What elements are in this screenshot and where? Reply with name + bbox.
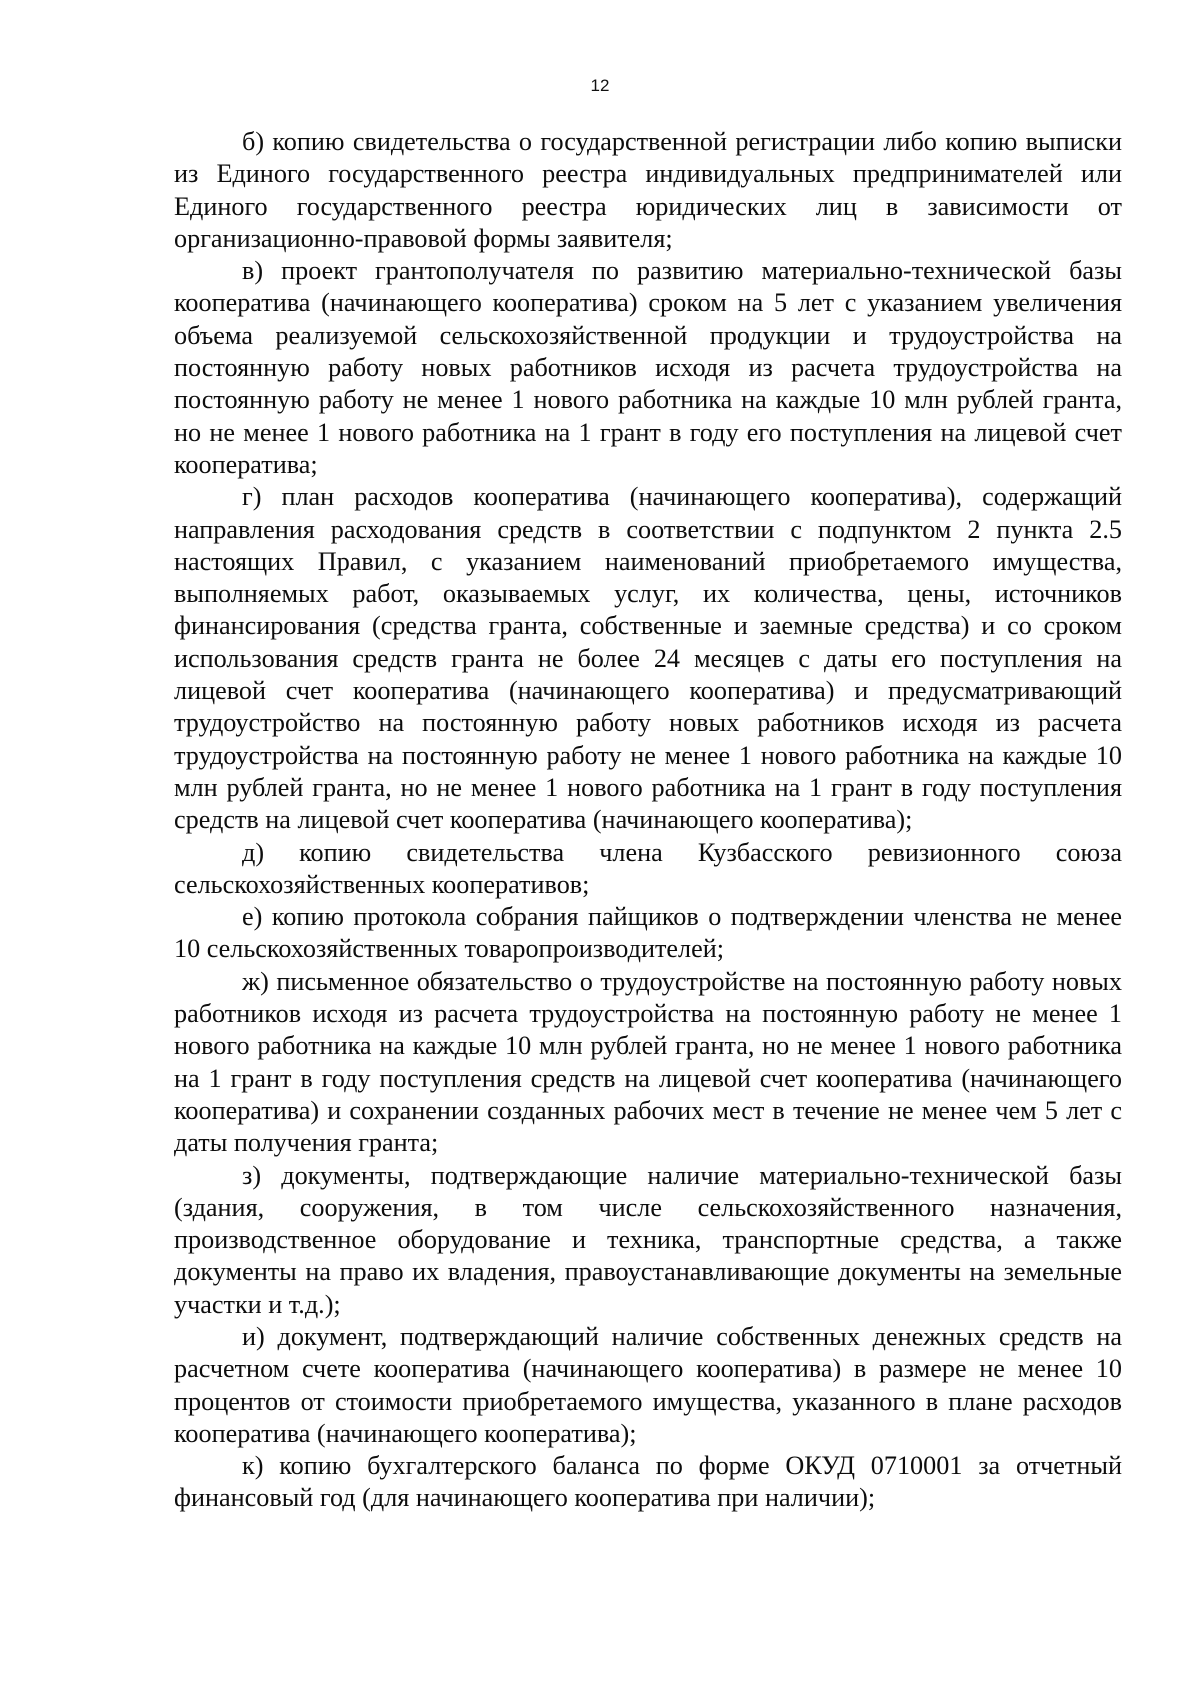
paragraph-i: и) документ, подтверждающий наличие собственных денежных средств на расчетном счете кооператива (начинающего кооператива) в размере не менее 10 процентов от стоимости приобретаемого имущества, указанного в плане расходов кооператива (начинающего кооператива); [174, 1321, 1122, 1448]
paragraph-z: з) документы, подтверждающие наличие материально-технической базы (здания, сооружения, в том числе сельскохозяйственного назначения, производственное оборудование и техника, транспортные средства, а также документы на право их владения, правоустанавливающие документы на земельные участки и т.д.); [174, 1160, 1122, 1319]
document-body [174, 126, 1122, 1515]
paragraph-v: в) проект грантополучателя по развитию материально-технической базы кооператива (начинающего кооператива) сроком на 5 лет с указанием увеличения объема реализуемой сельскохозяйственной продукции и трудоустройства на постоянную работу новых работников исходя из расчета трудоустройства на постоянную работу не менее 1 нового работника на каждые 10 млн рублей гранта, но не менее 1 нового работника на 1 грант в году его поступления на лицевой счет кооператива; [174, 256, 1122, 479]
paragraph-e: е) копию протокола собрания пайщиков о подтверждении членства не менее 10 сельскохозяйственных товаропроизводителей; [174, 902, 1122, 964]
paragraph-b: б) копию свидетельства о государственной регистрации либо копию выписки из Единого государственного реестра индивидуальных предпринимателей или Единого государственного реестра юридических лиц в зависимости от организационно-правовой формы заявителя; [174, 127, 1122, 253]
paragraph-d: д) копию свидетельства члена Кузбасского ревизионного союза сельскохозяйственных кооперативов; [174, 837, 1122, 899]
page-number: 12 [590, 76, 610, 95]
paragraph-g: г) план расходов кооператива (начинающего кооператива), содержащий направления расходования средств в соответствии с подпунктом 2 пункта 2.5 настоящих Правил, с указанием наименований приобретаемого имущества, выполняемых работ, оказываемых услуг, их количества, цены, источников финансирования (средства гранта, собственные и заемные средства) и со сроком использования средств гранта не более 24 месяцев с даты его поступления на лицевой счет кооператива (начинающего кооператива) и предусматривающий трудоустройство на постоянную работу новых работников исходя из расчета трудоустройства на постоянную работу не менее 1 нового работника на каждые 10 млн рублей гранта, но не менее 1 нового работника на 1 грант в году поступления средств на лицевой счет кооператива (начинающего кооператива); [174, 482, 1122, 835]
paragraph-zh: ж) письменное обязательство о трудоустройстве на постоянную работу новых работников исходя из расчета трудоустройства на постоянную работу не менее 1 нового работника на каждые 10 млн рублей гранта, но не менее 1 нового работника на 1 грант в году поступления средств на лицевой счет кооператива (начинающего кооператива) и сохранении созданных рабочих мест в течение не менее чем 5 лет с даты получения гранта; [174, 966, 1122, 1158]
paragraph-k: к) копию бухгалтерского баланса по форме ОКУД 0710001 за отчетный финансовый год (для начинающего кооператива при наличии); [174, 1451, 1122, 1513]
